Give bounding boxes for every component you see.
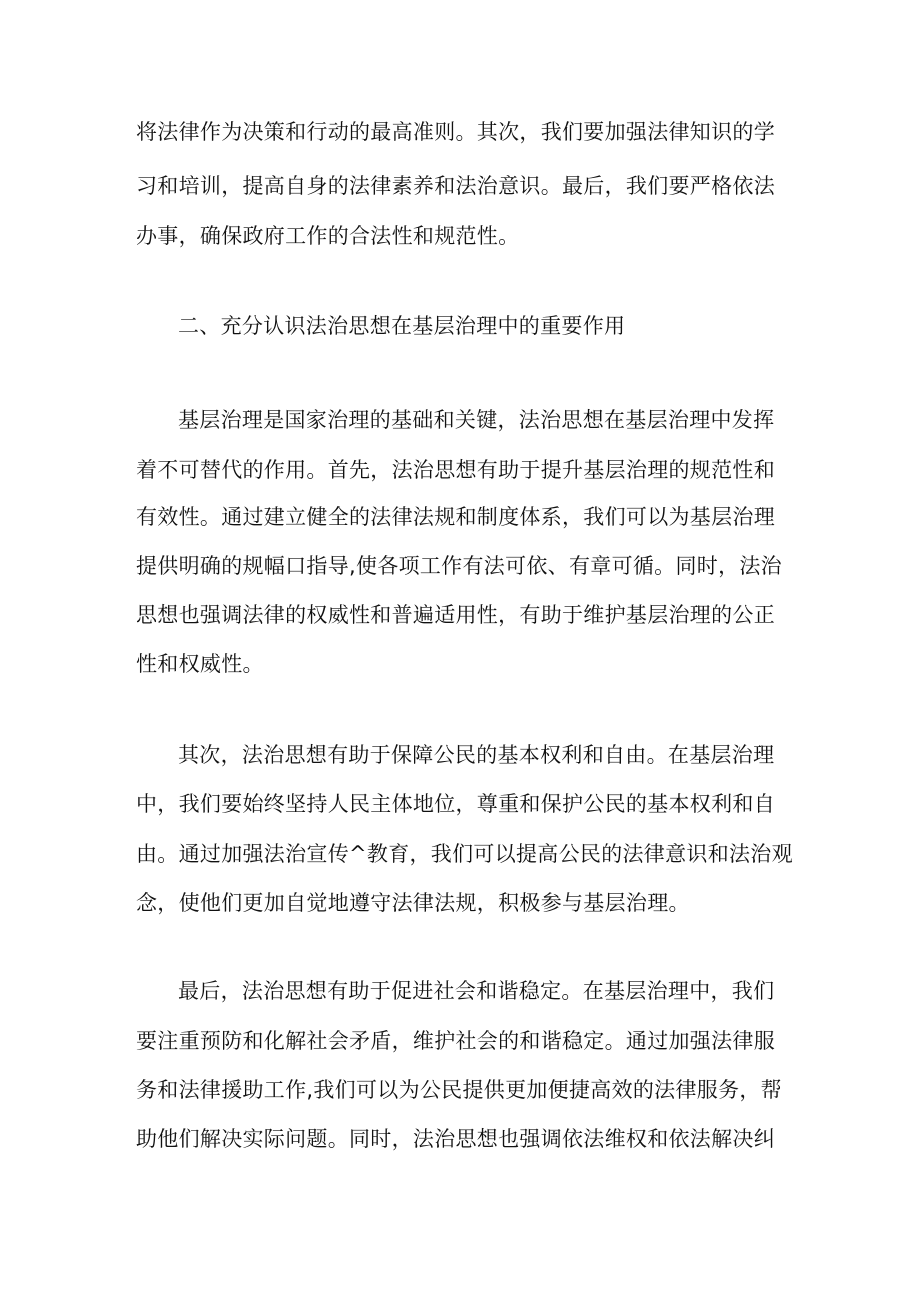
text-line: 最后，法治思想有助于促进社会和谐稳定。在基层治理中，我们 (178, 979, 775, 1003)
text-line: 念，使他们更加自觉地遵守法律法规，积极参与基层治理。 (136, 891, 690, 915)
text-line: 性和权威性。 (136, 652, 264, 676)
text-line: 中，我们要始终坚持人民主体地位，尊重和保护公民的基本权利和自 (136, 792, 775, 816)
text-line: 基层治理是国家治理的基础和关键，法治思想在基层治理中发挥 (178, 408, 775, 432)
text-line: 有效性。通过建立健全的法律法规和制度体系，我们可以为基层治理 (136, 505, 775, 529)
text-line: 务和法律援助工作,我们可以为公民提供更加便捷高效的法律服务，帮 (136, 1078, 782, 1102)
text-line: 办事，确保政府工作的合法性和规范性。 (136, 224, 520, 248)
text-line: 其次，法治思想有助于保障公民的基本权利和自由。在基层治理 (178, 743, 775, 767)
text-line: 由。通过加强法治宣传^教育，我们可以提高公民的法律意识和法治观 (136, 842, 793, 866)
text-line: 要注重预防和化解社会矛盾，维护社会的和谐稳定。通过加强法律服 (136, 1029, 775, 1053)
section-heading: 二、充分认识法治思想在基层治理中的重要作用 (178, 314, 626, 338)
text-line: 提供明确的规幅口指导,使各项工作有法可依、有章可循。同时，法治 (136, 554, 782, 578)
text-line: 着不可替代的作用。首先，法治思想有助于提升基层治理的规范性和 (136, 458, 775, 482)
text-line: 思想也强调法律的权威性和普遍适用性，有助于维护基层治理的公正 (136, 603, 775, 627)
text-line: 助他们解决实际问题。同时，法治思想也强调依法维权和依法解决纠 (136, 1127, 775, 1151)
text-line: 将法律作为决策和行动的最高准则。其次，我们要加强法律知识的学 (136, 120, 775, 144)
text-line: 习和培训，提高自身的法律素养和法治意识。最后，我们要严格依法 (136, 174, 775, 198)
